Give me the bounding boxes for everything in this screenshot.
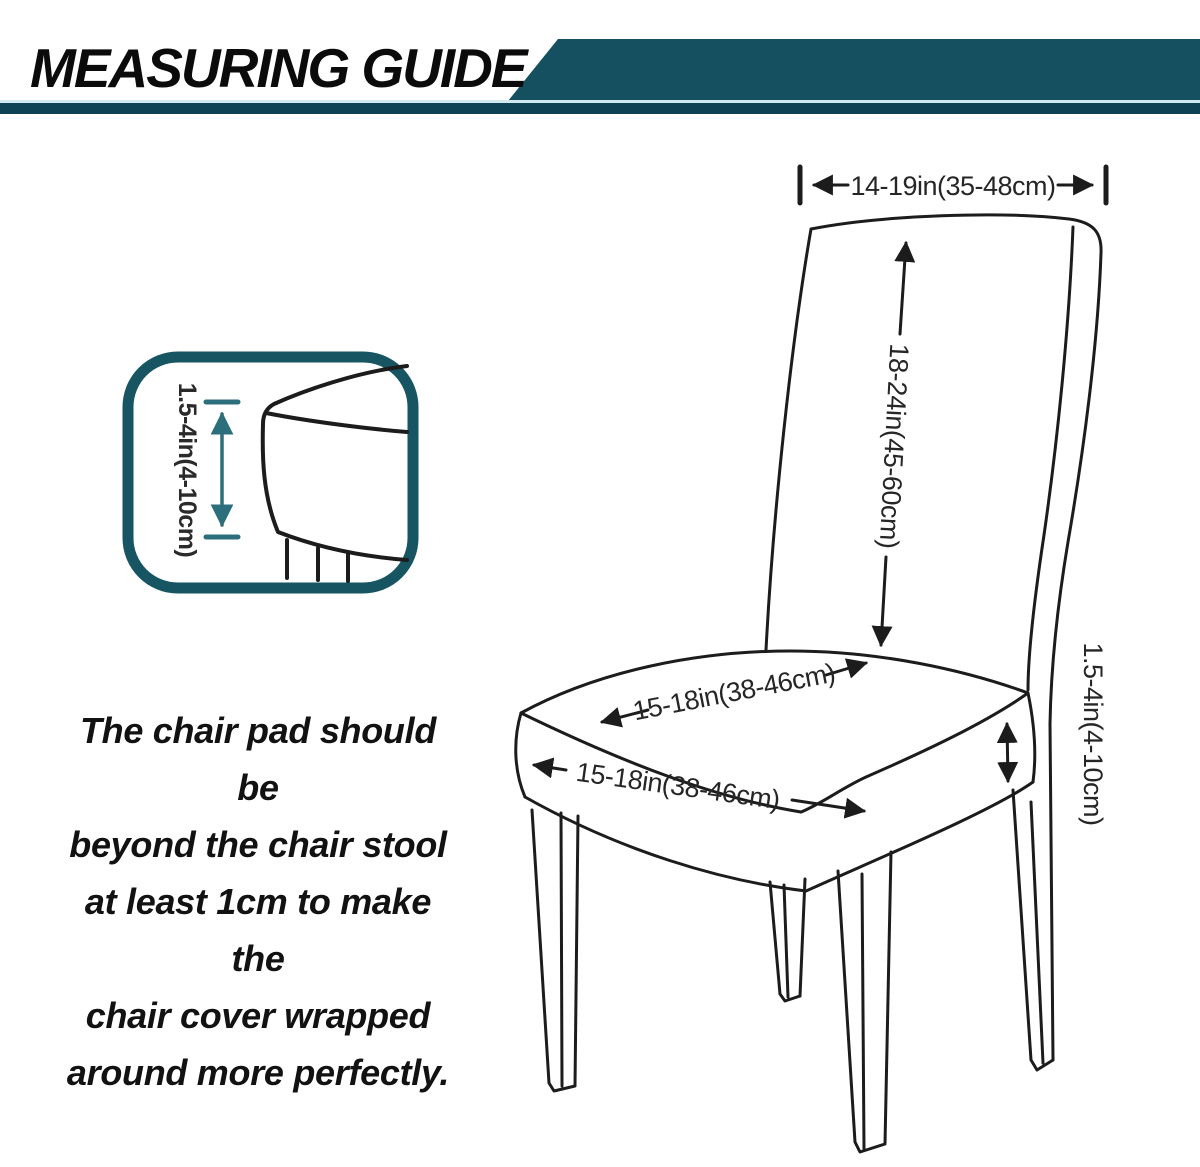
chair-back-right-inner-edge <box>1028 227 1073 690</box>
seat-depth-label: 15-18in(38-46cm) <box>630 657 838 727</box>
back-width-label: 14-19in(35-48cm) <box>850 171 1056 201</box>
note-line: The chair pad should be <box>79 710 437 808</box>
chair-back <box>766 215 1101 1060</box>
measure-back-height <box>874 243 915 645</box>
note-line: at least 1cm to make the <box>84 881 432 979</box>
rear-right-leg <box>1013 790 1053 1070</box>
measure-seat-thickness <box>1007 642 1108 825</box>
note-line: around more perfectly. <box>66 1052 450 1093</box>
seat-front-right-edge <box>801 693 1028 812</box>
note-line: chair cover wrapped <box>85 995 431 1036</box>
detail-inset <box>128 357 413 588</box>
chair-legs <box>532 790 1053 1152</box>
inset-rounded-frame <box>128 357 413 588</box>
seat-thickness-label: 1.5-4in(4-10cm) <box>1078 642 1108 826</box>
chair-back-top-edge <box>811 215 1069 229</box>
seat-skirt-left-edge <box>516 713 525 797</box>
arrow-right <box>792 800 864 811</box>
seat-width-label: 15-18in(38-46cm) <box>574 756 782 816</box>
measure-back-width <box>800 167 1106 203</box>
double-arrow-vertical <box>1007 724 1008 781</box>
arrow-up <box>900 243 906 334</box>
page-title: MEASURING GUIDE <box>30 37 526 99</box>
chair-back-right-outer-edge <box>1050 219 1101 1060</box>
rear-left-leg <box>770 879 805 1001</box>
inset-seat-corner-outline <box>263 366 407 560</box>
note-line: beyond the chair stool <box>69 824 447 865</box>
inset-thickness-label: 1.5-4in(4-10cm) <box>173 382 201 558</box>
seat-skirt-bottom-right <box>806 782 1033 891</box>
chair-back-left-edge <box>766 229 811 650</box>
back-height-label: 18-24in(45-60cm) <box>873 342 915 550</box>
front-right-leg <box>838 852 891 1152</box>
arrow-down <box>881 557 886 645</box>
arrow-left <box>534 765 566 770</box>
seat-skirt-right-edge <box>1028 693 1035 782</box>
inset-seat-piping-line <box>266 413 407 432</box>
front-left-leg <box>532 810 578 1091</box>
